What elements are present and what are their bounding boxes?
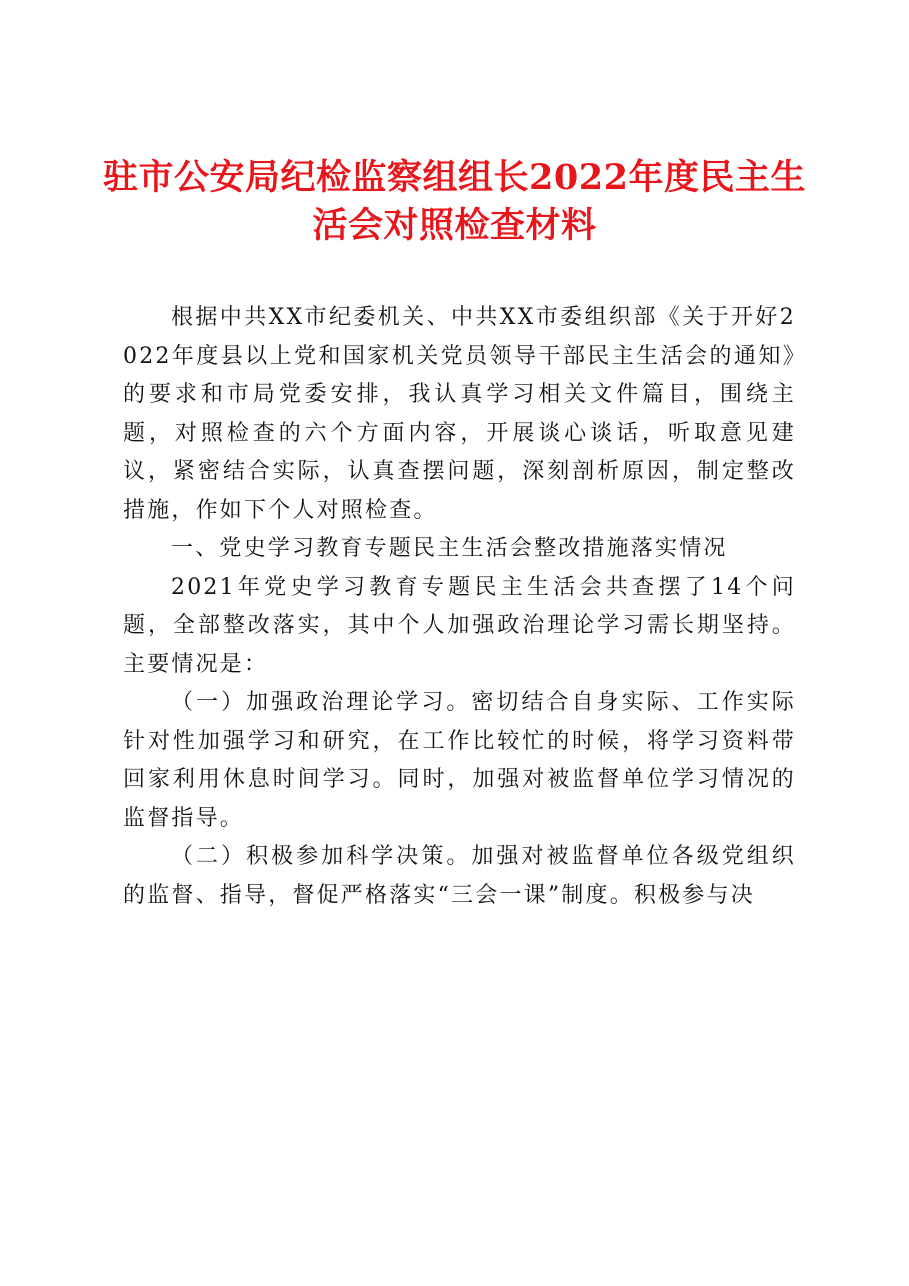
subsection-1-paragraph: （一）加强政治理论学习。密切结合自身实际、工作实际针对性加强学习和研究，在工作比较忙的时候，将学习资料带回家利用休息时间学习。同时，加强对被监督单位学习情况的监督指导。: [123, 690, 796, 831]
section-1-paragraph: 2021年党史学习教育专题民主生活会共查摆了14个问题，全部整改落实，其中个人加强政治理论学习需长期坚持。主要情况是：: [123, 574, 796, 677]
section-heading-1: 一、党史学习教育专题民主生活会整改措施落实情况: [171, 536, 728, 561]
title-line-1: 驻市公安局纪检监察组组长2022年度民主生: [103, 157, 806, 198]
intro-paragraph: 根据中共XX市纪委机关、中共XX市委组织部《关于开好2022年度县以上党和国家机关党员领导干部民主生活会的通知》的要求和市局党委安排，我认真学习相关文件篇目，围绕主题，对照检查的六个方面内容，开展谈心谈话，听取意见建议，紧密结合实际，认真查摆问题，深刻剖析原因，制定整改措施，作如下个人对照检查。: [123, 305, 796, 523]
document-title: [96, 154, 813, 250]
title-line-2: 活会对照检查材料: [312, 205, 597, 246]
subsection-2-paragraph: （二）积极参加科学决策。加强对被监督单位各级党组织的监督、指导，督促严格落实“三会一课”制度。积极参与决: [123, 844, 796, 908]
document-body: [123, 299, 796, 915]
